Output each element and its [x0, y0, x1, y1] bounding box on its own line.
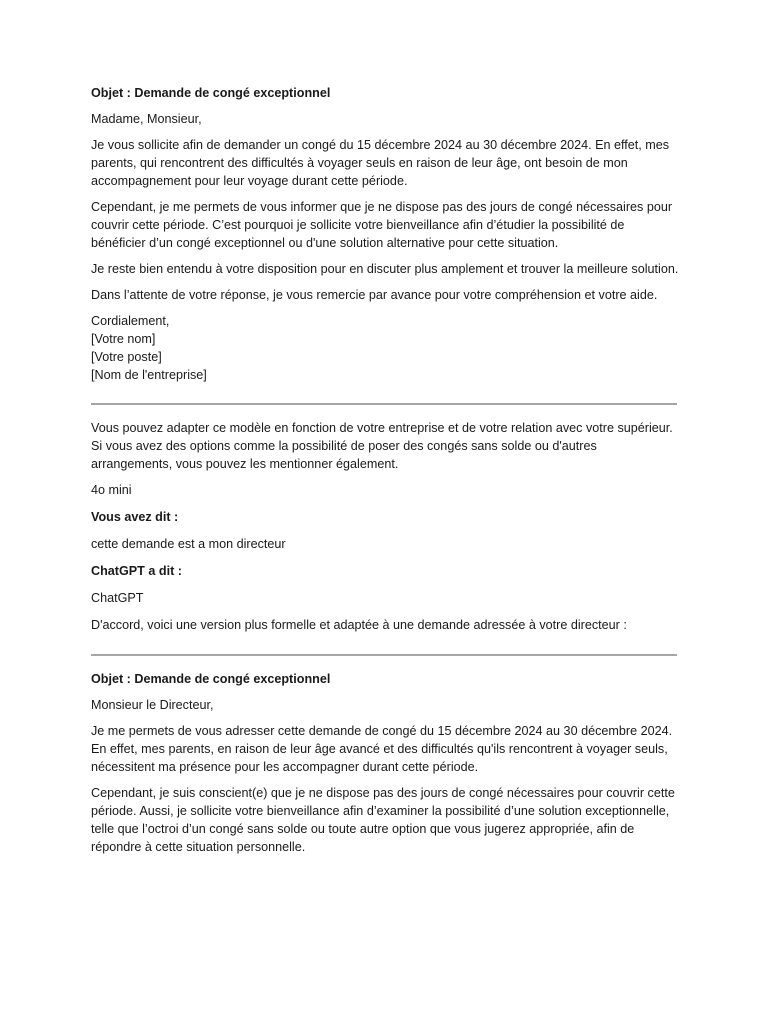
chat-note: Vous pouvez adapter ce modèle en fonction de votre entreprise et de votre relation avec votre supérieur. Si vous avez des options comme la possibilité de poser des congés sans solde ou d'autres arrangements, vous pouvez les mentionner également. — [91, 421, 673, 471]
chat-user-message: cette demande est a mon directeur — [91, 537, 286, 551]
document-page — [91, 84, 681, 864]
letter2-paragraph-1: Je me permets de vous adresser cette demande de congé du 15 décembre 2024 au 30 décembre 2024. En effet, mes parents, en raison de leur âge avancé et des difficultés qu'ils rencontrent à voyager seuls, nécessitent ma présence pour les accompagner durant cette période. — [91, 724, 673, 774]
letter1-subject: Objet : Demande de congé exceptionnel — [91, 86, 331, 100]
chat-assistant-label: ChatGPT a dit : — [91, 564, 182, 578]
chat-assistant-intro: D'accord, voici une version plus formelle et adaptée à une demande adressée à votre directeur : — [91, 618, 627, 632]
letter1-signature-company: [Nom de l'entreprise] — [91, 368, 207, 382]
letter2-subject: Objet : Demande de congé exceptionnel — [91, 672, 331, 686]
letter1-salutation: Madame, Monsieur, — [91, 112, 202, 126]
letter1-signature-block — [91, 312, 681, 384]
letter1-closing: Cordialement, — [91, 314, 170, 328]
letter1-signature-name: [Votre nom] — [91, 332, 156, 346]
letter1-paragraph-1: Je vous sollicite afin de demander un congé du 15 décembre 2024 au 30 décembre 2024. En effet, mes parents, qui rencontrent des difficultés à voyager seuls en raison de leur âge, ont besoin de mon accompagnement pour leur voyage durant cette période. — [91, 138, 670, 188]
letter1-paragraph-2: Cependant, je me permets de vous informer que je ne dispose pas des jours de congé nécessaires pour couvrir cette période. C’est pourquoi je sollicite votre bienveillance afin d’étudier la possibilité de bénéficier d’un congé exceptionnel ou d'une solution alternative pour cette situation. — [91, 200, 673, 250]
section-divider-2 — [91, 654, 677, 656]
section-divider-1 — [91, 403, 677, 405]
letter2-salutation: Monsieur le Directeur, — [91, 698, 214, 712]
letter2-paragraph-2: Cependant, je suis conscient(e) que je ne dispose pas des jours de congé nécessaires pour couvrir cette période. Aussi, je sollicite votre bienveillance afin d’examiner la possibilité d’une solution exceptionnelle, telle que l’octroi d’un congé sans solde ou toute autre option que vous jugerez appropriée, afin de répondre à cette situation personnelle. — [91, 786, 675, 854]
chat-user-label: Vous avez dit : — [91, 510, 179, 524]
letter1-paragraph-4: Dans l’attente de votre réponse, je vous remercie par avance pour votre compréhension et votre aide. — [91, 288, 658, 302]
letter1-paragraph-3: Je reste bien entendu à votre disposition pour en discuter plus amplement et trouver la meilleure solution. — [91, 262, 679, 276]
letter1-signature-position: [Votre poste] — [91, 350, 162, 364]
chat-model-label: 4o mini — [91, 483, 132, 497]
chat-assistant-name: ChatGPT — [91, 591, 144, 605]
